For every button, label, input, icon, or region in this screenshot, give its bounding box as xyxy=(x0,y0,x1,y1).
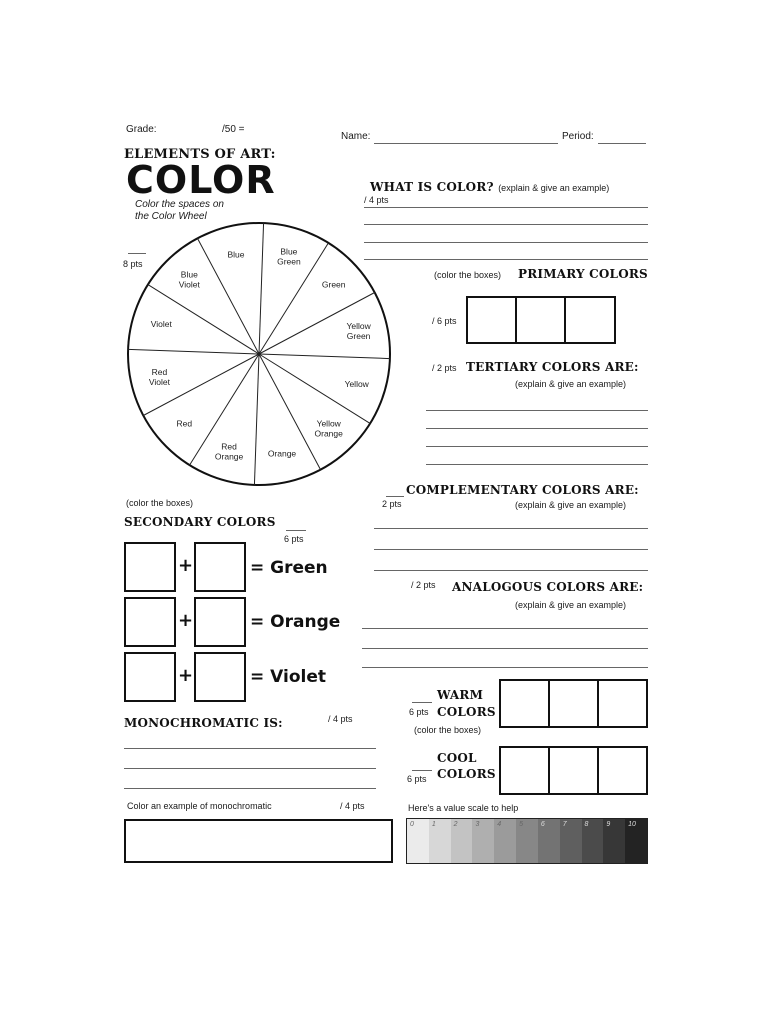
secondary-result-orange: = Orange xyxy=(250,612,341,632)
secondary-color-box[interactable] xyxy=(124,542,176,592)
value-scale-step xyxy=(407,819,429,863)
monochromatic-example-points: / 4 pts xyxy=(340,801,365,811)
secondary-points: 6 pts xyxy=(284,534,304,544)
answer-line[interactable] xyxy=(362,628,648,629)
value-scale-step xyxy=(582,819,604,863)
value-scale-step xyxy=(494,819,516,863)
analogous-heading: ANALOGOUS COLORS ARE: xyxy=(452,580,644,594)
wheel-segment-label: Yellow Orange xyxy=(314,418,343,439)
answer-line[interactable] xyxy=(364,242,648,243)
wheel-segment-label: Blue Green xyxy=(277,246,301,267)
monochromatic-heading: MONOCHROMATIC IS: xyxy=(124,716,283,730)
value-scale-step-label: 0 xyxy=(410,821,414,828)
primary-color-box[interactable] xyxy=(515,296,566,344)
wheel-segment-label: Yellow xyxy=(344,378,369,389)
value-scale-step-label: 1 xyxy=(431,821,436,828)
answer-line[interactable] xyxy=(364,224,648,225)
plus-sign: + xyxy=(178,555,194,576)
name-label: Name: xyxy=(341,131,371,142)
name-field[interactable] xyxy=(374,143,558,144)
analogous-points: / 2 pts xyxy=(411,580,436,590)
title-color: COLOR xyxy=(126,158,276,202)
monochromatic-example-box[interactable] xyxy=(124,819,393,863)
wheel-instruction-2: the Color Wheel xyxy=(135,211,207,222)
answer-line[interactable] xyxy=(374,549,648,550)
secondary-color-box[interactable] xyxy=(124,597,176,647)
answer-line[interactable] xyxy=(362,667,648,668)
cool-color-box[interactable] xyxy=(597,746,648,795)
secondary-result-violet: = Violet xyxy=(250,667,327,687)
plus-sign: + xyxy=(178,665,194,686)
primary-color-box[interactable] xyxy=(564,296,616,344)
secondary-result-green: = Green xyxy=(250,558,328,578)
what-is-color-note: (explain & give an example) xyxy=(498,183,610,193)
tertiary-points: / 2 pts xyxy=(432,363,457,373)
primary-color-box[interactable] xyxy=(466,296,517,344)
value-scale-step-label: 4 xyxy=(497,821,502,828)
monochromatic-example-label: Color an example of monochromatic xyxy=(127,801,272,811)
complementary-score-field[interactable] xyxy=(386,496,404,497)
wheel-segment-label: Orange xyxy=(267,448,297,459)
value-scale-step xyxy=(538,819,560,863)
value-scale-step xyxy=(625,819,647,863)
color-wheel[interactable] xyxy=(124,219,394,489)
cool-heading-2: COLORS xyxy=(437,767,496,781)
warm-color-box[interactable] xyxy=(597,679,648,728)
wheel-segment-label: Green xyxy=(321,279,346,290)
warm-heading-2: COLORS xyxy=(437,705,496,719)
wheel-points: 8 pts xyxy=(123,259,143,269)
answer-line[interactable] xyxy=(374,528,648,529)
what-is-color-heading-row xyxy=(370,178,609,196)
secondary-score-field[interactable] xyxy=(286,530,306,531)
answer-line[interactable] xyxy=(426,464,648,465)
what-is-color-heading: WHAT IS COLOR? xyxy=(370,180,494,194)
period-field[interactable] xyxy=(598,143,646,144)
wheel-segment-label: Blue xyxy=(227,249,245,260)
answer-line[interactable] xyxy=(364,259,648,260)
complementary-heading: COMPLEMENTARY COLORS ARE: xyxy=(406,483,639,497)
answer-line[interactable] xyxy=(362,648,648,649)
tertiary-heading: TERTIARY COLORS ARE: xyxy=(466,360,639,374)
wheel-segment-label: Yellow Green xyxy=(346,321,371,341)
wheel-segment-label: Violet xyxy=(150,319,172,330)
warm-points: 6 pts xyxy=(409,707,429,717)
secondary-color-box[interactable] xyxy=(194,652,246,702)
answer-line[interactable] xyxy=(124,788,376,789)
analogous-note: (explain & give an example) xyxy=(515,600,627,610)
value-scale xyxy=(406,818,648,864)
warm-note: (color the boxes) xyxy=(414,725,482,735)
warm-color-box[interactable] xyxy=(548,679,599,728)
cool-points: 6 pts xyxy=(407,774,427,784)
value-scale-step-label: 5 xyxy=(519,821,523,828)
wheel-instruction-1: Color the spaces on xyxy=(135,199,224,210)
secondary-heading: SECONDARY COLORS xyxy=(124,515,276,529)
value-scale-step-label: 9 xyxy=(606,821,611,828)
wheel-segment-label: Blue Violet xyxy=(178,269,200,290)
value-scale-step-label: 6 xyxy=(540,821,545,828)
wheel-segment-label: Red xyxy=(176,418,193,429)
score-label: /50 = xyxy=(222,124,245,135)
secondary-color-box[interactable] xyxy=(194,597,246,647)
what-is-color-points: / 4 pts xyxy=(364,195,389,205)
value-scale-step xyxy=(472,819,494,863)
plus-sign: + xyxy=(178,610,194,631)
primary-points: / 6 pts xyxy=(432,316,457,326)
value-scale-step xyxy=(451,819,473,863)
monochromatic-points: / 4 pts xyxy=(328,714,353,724)
secondary-color-box[interactable] xyxy=(124,652,176,702)
primary-note: (color the boxes) xyxy=(434,270,502,280)
complementary-points: 2 pts xyxy=(382,499,402,509)
period-label: Period: xyxy=(562,131,594,142)
value-scale-step-label: 8 xyxy=(584,821,589,828)
cool-score-field[interactable] xyxy=(412,770,432,771)
warm-color-box[interactable] xyxy=(499,679,550,728)
cool-color-box[interactable] xyxy=(548,746,599,795)
warm-heading-1: WARM xyxy=(437,688,484,702)
value-scale-step xyxy=(603,819,625,863)
warm-score-field[interactable] xyxy=(412,702,432,703)
complementary-note: (explain & give an example) xyxy=(515,500,627,510)
value-scale-step-label: 7 xyxy=(562,821,567,828)
answer-line[interactable] xyxy=(426,428,648,429)
secondary-color-box[interactable] xyxy=(194,542,246,592)
grade-label: Grade: xyxy=(126,124,157,135)
cool-color-box[interactable] xyxy=(499,746,550,795)
value-scale-step xyxy=(560,819,582,863)
value-scale-step xyxy=(516,819,538,863)
answer-line[interactable] xyxy=(124,768,376,769)
secondary-note: (color the boxes) xyxy=(126,498,194,508)
tertiary-note: (explain & give an example) xyxy=(515,379,627,389)
value-scale-step-label: 2 xyxy=(453,821,458,828)
wheel-segment-label: Red Violet xyxy=(148,367,170,387)
value-scale-step-label: 10 xyxy=(628,821,636,828)
value-scale-step xyxy=(429,819,451,863)
answer-line[interactable] xyxy=(374,570,648,571)
primary-heading: PRIMARY COLORS xyxy=(518,267,648,281)
value-scale-label: Here's a value scale to help xyxy=(408,803,519,813)
title-line-1: ELEMENTS OF ART: xyxy=(124,147,276,162)
answer-line[interactable] xyxy=(364,207,648,208)
answer-line[interactable] xyxy=(124,748,376,749)
value-scale-step-label: 3 xyxy=(475,821,480,828)
answer-line[interactable] xyxy=(426,410,648,411)
wheel-segment-label: Red Orange xyxy=(214,441,244,462)
answer-line[interactable] xyxy=(426,446,648,447)
cool-heading-1: COOL xyxy=(437,751,477,765)
